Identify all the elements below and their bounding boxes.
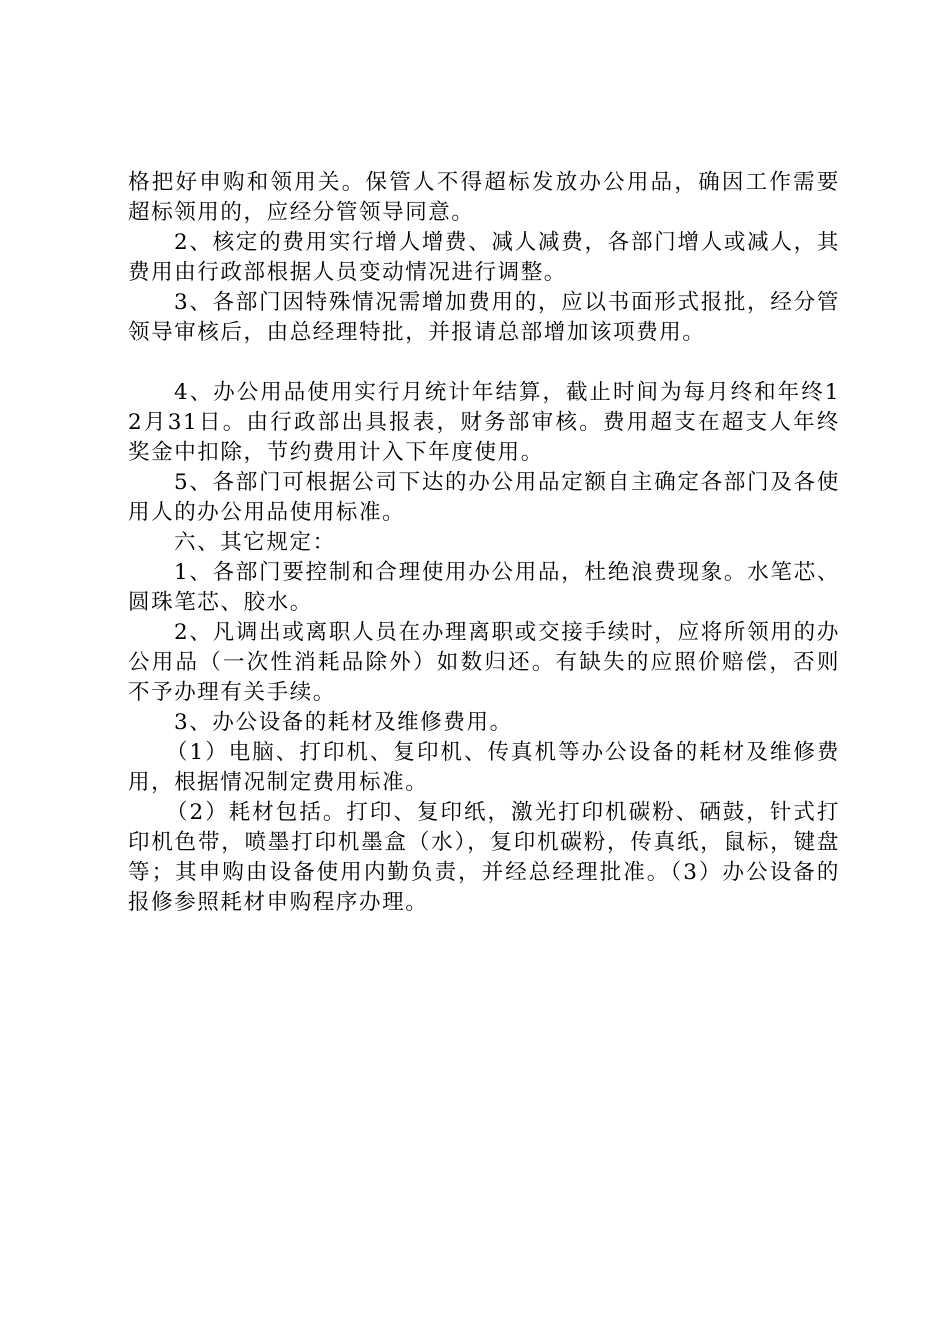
paragraph-rule-3: 3、办公设备的耗材及维修费用。 [174,710,513,735]
paragraph-item-3: 3、各部门因特殊情况需增加费用的，应以书面形式报批，经分管领导审核后，由总经理特批，并报请总部增加该项费用。 [128,290,840,345]
paragraph-item-4: 4、办公用品使用实行月统计年结算，截止时间为每月终和年终12月31日。由行政部出具报表，财务部审核。费用超支在超支人年终奖金中扣除，节约费用计入下年度使用。 [128,380,840,465]
paragraph-rule-1: 1、各部门要控制和合理使用办公用品，杜绝浪费现象。水笔芯、圆珠笔芯、胶水。 [128,560,840,615]
document-body [128,168,840,918]
paragraph-rule-2: 2、凡调出或离职人员在办理离职或交接手续时，应将所领用的办公用品（一次性消耗品除外）如数归还。有缺失的应照价赔偿，否则不予办理有关手续。 [128,620,840,705]
paragraph-item-5: 5、各部门可根据公司下达的办公用品定额自主确定各部门及各使用人的办公用品使用标准。 [128,470,840,525]
paragraph-subitem-1: （1）电脑、打印机、复印机、传真机等办公设备的耗材及维修费用，根据情况制定费用标准。 [128,740,840,795]
paragraph-continued: 格把好申购和领用关。保管人不得超标发放办公用品，确因工作需要超标领用的，应经分管领导同意。 [128,170,840,225]
section-heading-other-rules: 六、其它规定： [174,530,336,555]
paragraph-subitem-2: （2）耗材包括。打印、复印纸，激光打印机碳粉、硒鼓，针式打印机色带，喷墨打印机墨盒（水），复印机碳粉，传真纸，鼠标，键盘等；其申购由设备使用内勤负责，并经总经理批准。（3）办公设备的报修参照耗材申购程序办理。 [128,800,840,915]
paragraph-item-2: 2、核定的费用实行增人增费、减人减费，各部门增人或减人，其费用由行政部根据人员变动情况进行调整。 [128,230,840,285]
